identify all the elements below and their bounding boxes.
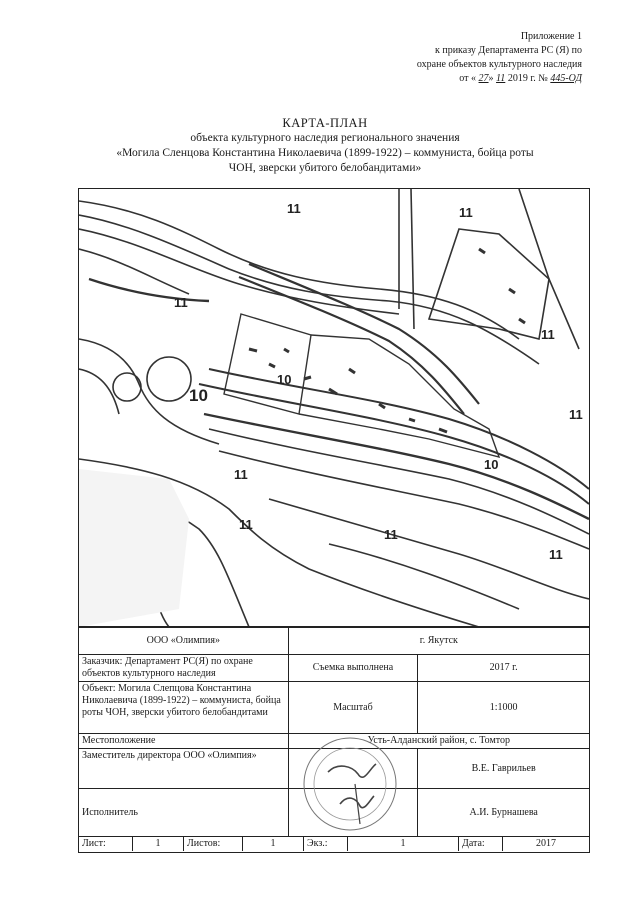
map-label-12: 10 (484, 457, 499, 472)
map-label-8: 11 (234, 467, 248, 482)
map-drawing (79, 189, 589, 627)
stamp-executor-label: Исполнитель (79, 789, 289, 837)
stamp-city: г. Якутск (288, 627, 589, 655)
stamp-date-value: 2017 (536, 838, 556, 849)
map-label-11: 11 (459, 205, 473, 220)
stamp-customer: Заказчик: Департамент РС(Я) по охране объектов культурного наследия (79, 655, 289, 682)
map-label-5: 10 (277, 372, 292, 387)
appendix-day: 27 (478, 73, 489, 84)
stamp-executor-name: А.И. Бурнашева (418, 789, 590, 837)
stamp-location-value: Усть-Алданский район, с. Томтор (288, 734, 589, 749)
appendix-line3: охране объектов культурного наследия (416, 59, 582, 70)
map-label-9: 11 (549, 547, 563, 562)
site-map (78, 188, 590, 628)
stamp-survey-label: Съемка выполнена (288, 655, 418, 682)
map-label-4: 10 (189, 386, 208, 405)
map-label-10: 11 (569, 407, 583, 422)
title-line2: объекта культурного наследия регионального значения (190, 132, 460, 144)
signature-mark-1 (328, 764, 376, 777)
appendix-month: 11 (496, 73, 506, 84)
map-label-3: 11 (541, 327, 555, 342)
document-title (60, 116, 590, 176)
stamp-scale-label: Масштаб (288, 682, 418, 734)
stamp-object: Объект: Могила Слепцова Константина Николаевича (1899-1922) – коммуниста, бойца роты ЧОН, зверски убитого белобандитами (79, 682, 289, 734)
stamp-scale-value: 1:1000 (418, 682, 590, 734)
stamp-sheet-label: Лист: (79, 837, 133, 851)
stamp-copy-value: 1 (348, 837, 459, 851)
stamp-sheets-value: 1 (243, 837, 304, 851)
map-label-7: 11 (384, 527, 398, 542)
stamp-sheets-label: Листов: (184, 837, 243, 851)
seal-stamp (300, 734, 400, 834)
stamp-location-label: Местоположение (79, 734, 289, 749)
appendix-number: 445-ОД (550, 73, 582, 84)
title-line3: «Могила Сленцова Константина Николаевича (1899-1922) – коммуниста, бойца роты (116, 147, 534, 159)
title-line4: ЧОН, зверски убитого белобандитами» (228, 162, 422, 174)
stamp-sheet-value: 1 (133, 837, 184, 851)
stamp-survey-year: 2017 г. (418, 655, 590, 682)
appendix-line2: к приказу Департамента РС (Я) по (434, 45, 582, 56)
stamp-deputy-name: В.Е. Гаврильев (418, 749, 590, 789)
map-label-6: 11 (239, 517, 253, 532)
title-main: КАРТА-ПЛАН (282, 116, 368, 130)
map-label-1: 11 (287, 201, 301, 216)
appendix-block (322, 30, 582, 86)
appendix-line1: Приложение 1 (520, 31, 582, 42)
appendix-date-line: от « 27» 11 2019 г. № 445-ОД (459, 73, 582, 84)
map-label-2: 11 (174, 295, 188, 310)
stamp-copy-label: Экз.: (304, 837, 348, 851)
stamp-deputy-label: Заместитель директора ООО «Олимпия» (79, 749, 289, 789)
stamp-org: ООО «Олимпия» (79, 627, 289, 655)
stamp-date-label: Дата: (459, 837, 503, 851)
